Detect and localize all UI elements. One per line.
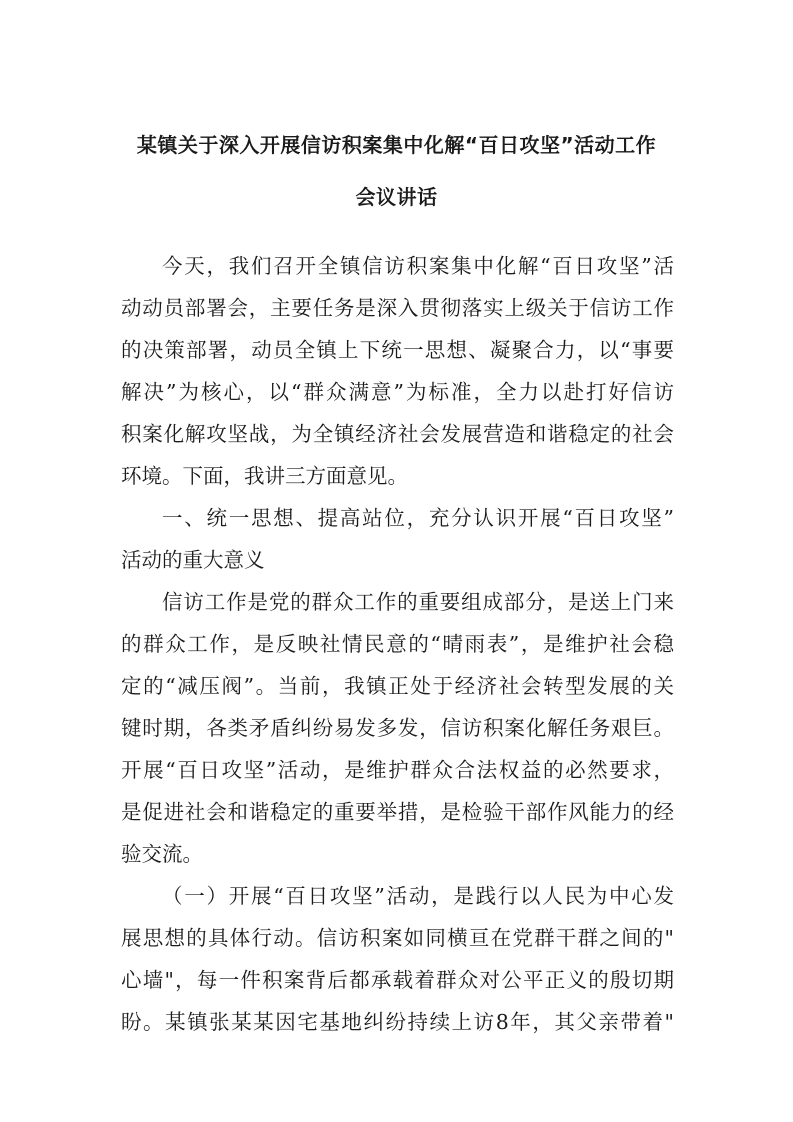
section-heading-1-line-2: 活动的重大意义 xyxy=(121,548,265,572)
paragraph-1-line-2: 动动员部署会，主要任务是深入贯彻落实上级关于信访工作 xyxy=(121,296,674,320)
paragraph-3-line-2: 的群众工作，是反映社情民意的“晴雨表”，是维护社会稳 xyxy=(121,632,674,656)
paragraph-1-line-4: 解决”为核心，以“群众满意”为标准，全力以赴打好信访 xyxy=(121,380,674,404)
paragraph-3-line-1: 信访工作是党的群众工作的重要组成部分，是送上门来 xyxy=(162,590,674,614)
paragraph-4-line-2: 展思想的具体行动。信访积案如同横亘在党群干群之间的" xyxy=(121,926,674,950)
paragraph-1-line-1: 今天，我们召开全镇信访积案集中化解“百日攻坚”活 xyxy=(162,254,674,278)
paragraph-4-line-1: （一）开展“百日攻坚”活动，是践行以人民为中心发 xyxy=(162,884,674,908)
paragraph-4-line-3: 心墙"，每一件积案背后都承载着群众对公平正义的殷切期 xyxy=(121,968,674,992)
section-heading-1-line-1: 一、统一思想、提高站位，充分认识开展“百日攻坚” xyxy=(162,506,674,530)
paragraph-1-line-3: 的决策部署，动员全镇上下统一思想、凝聚合力，以“事要 xyxy=(121,338,674,362)
document-title-line-1: 某镇关于深入开展信访积案集中化解“百日攻坚”活动工作 xyxy=(136,133,657,157)
paragraph-1-line-6: 环境。下面，我讲三方面意见。 xyxy=(121,464,408,488)
paragraph-4-line-4: 盼。某镇张某某因宅基地纠纷持续上访8年，其父亲带着" xyxy=(121,1010,674,1034)
paragraph-1-line-5: 积案化解攻坚战，为全镇经济社会发展营造和谐稳定的社会 xyxy=(121,422,674,446)
paragraph-3-line-7: 验交流。 xyxy=(121,842,203,866)
paragraph-3-line-4: 键时期，各类矛盾纠纷易发多发，信访积案化解任务艰巨。 xyxy=(121,716,674,740)
paragraph-3-line-5: 开展“百日攻坚”活动，是维护群众合法权益的必然要求， xyxy=(121,758,674,782)
paragraph-3-line-3: 定的“减压阀”。当前，我镇正处于经济社会转型发展的关 xyxy=(121,674,674,698)
paragraph-3-line-6: 是促进社会和谐稳定的重要举措，是检验干部作风能力的经 xyxy=(121,800,674,824)
document-title-line-2: 会议讲话 xyxy=(355,185,438,209)
